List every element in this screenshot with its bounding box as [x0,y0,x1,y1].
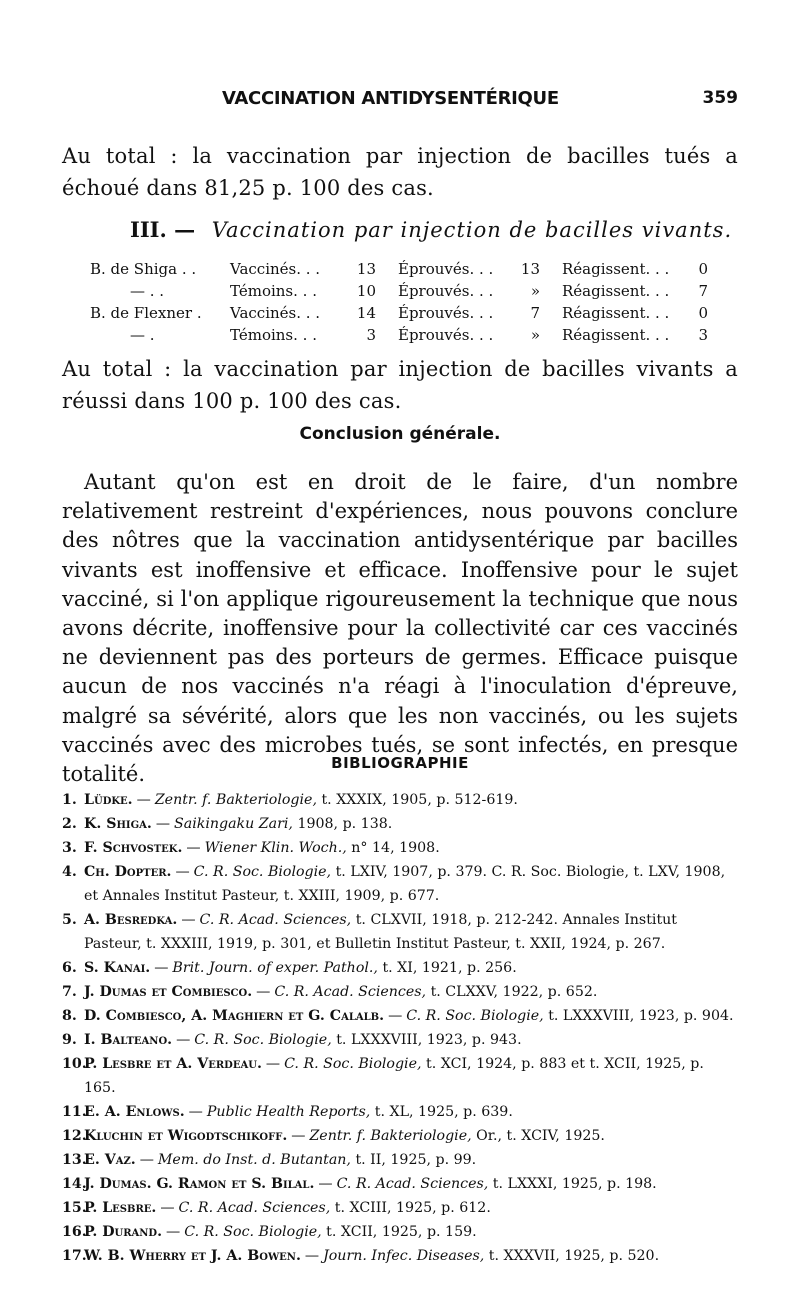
tested-cell: Éprouvés. . . [398,282,494,300]
reference-number: 7. [62,984,77,1000]
reference-number: 5. [62,912,77,928]
reference-details: t. XI, 1921, p. 256. [382,960,517,976]
results-row [90,324,730,346]
reference-author: A. Besredka. [84,912,178,928]
section-number: III. — [130,217,196,242]
reference-details: t. LXIV, 1907, p. 379. C. R. Soc. Biologie, t. LXV, 1908, et Annales Institut Pasteur, t. XXIII, 1909, p. 677. [84,864,726,904]
reference-source: Zentr. f. Bakteriologie, [154,792,317,808]
reference-source: C. R. Soc. Biologie, [406,1008,544,1024]
reference-number: 13. [62,1152,87,1168]
tested-cell: Éprouvés. . . [398,326,494,344]
reference-details: t. XXXVII, 1925, p. 520. [488,1248,660,1264]
reference-source: Zentr. f. Bakteriologie, [309,1128,472,1144]
reference-number: 12. [62,1128,87,1144]
count-cell: » [530,282,540,300]
group-cell: Vaccinés. . . [230,304,321,322]
count-cell: 3 [366,326,376,344]
reference-details: t. II, 1925, p. 99. [355,1152,477,1168]
reference-item: 16.P. Durand. — C. R. Soc. Biologie, t. XCII, 1925, p. 159. [62,1220,738,1244]
reference-details: t. LXXXVIII, 1923, p. 904. [548,1008,734,1024]
results-row [90,280,730,302]
reference-details: n° 14, 1908. [351,840,440,856]
reference-number: 3. [62,840,77,856]
reference-author: P. Lesbre et A. Verdeau. [84,1056,262,1072]
conclusion-paragraph: Autant qu'on est en droit de le faire, d'un nombre relativement restreint d'expériences, nous pouvons conclure des nôtres que la vaccination antidysentérique par bacilles vivants est inoffensive et efficace. Inoffensive pour le sujet vacciné, si l'on applique rigoureusement la technique que nous avons décrite, inoffensive pour la collectivité car ces vaccinés ne deviennent pas des porteurs de germes. Efficace puisque aucun de nos vaccinés n'a réagi à l'inoculation d'épreuve, malgré sa sévérité, alors que les non vaccinés, ou les sujets vaccinés avec des microbes tués, se sont infectés, en presque totalité. [62,470,738,787]
reference-author: P. Lesbre. [84,1200,157,1216]
reference-item: 15.P. Lesbre. — C. R. Acad. Sciences, t. XCIII, 1925, p. 612. [62,1196,738,1220]
reference-details: t. CLXVII, 1918, p. 212-242. Annales Institut Pasteur, t. XXXIII, 1919, p. 301, et Bulletin Institut Pasteur, t. XXII, 1924, p. 267. [84,912,677,952]
count-cell: 13 [520,260,540,278]
reference-author: D. Combiesco, A. Maghiern et G. Calalb. [84,1008,385,1024]
reference-author: J. Dumas et Combiesco. [84,984,253,1000]
conclusion-heading: Conclusion générale. [299,424,501,444]
reacted-cell: Réagissent. . . [562,260,670,278]
count-cell: 13 [356,260,376,278]
section-title: Vaccination par injection de bacilles vivants. [211,218,733,242]
reference-source: C. R. Acad. Sciences, [199,912,352,928]
results-row [90,258,730,280]
count-cell: 3 [698,326,708,344]
reference-item: 8. D. Combiesco, A. Maghiern et G. Calalb. — C. R. Soc. Biologie, t. LXXXVIII, 1923, p. 904. [62,1004,738,1028]
reference-number: 8. [62,1008,77,1024]
bibliography-list [62,788,738,1268]
total-killed-paragraph: Au total : la vaccination par injection de bacilles tués a échoué dans 81,25 p. 100 des cas. [62,144,738,200]
results-row [90,302,730,324]
strain-cell: — . . [130,282,165,300]
count-cell: » [530,326,540,344]
reference-number: 11. [62,1104,87,1120]
reference-number: 2. [62,816,77,832]
reference-item: 6. S. Kanai. — Brit. Journ. of exper. Pathol., t. XI, 1921, p. 256. [62,956,738,980]
page-header [0,88,800,118]
reference-author: W. B. Wherry et J. A. Bowen. [84,1248,301,1264]
reference-source: C. R. Acad. Sciences, [274,984,427,1000]
total-live-paragraph: Au total : la vaccination par injection de bacilles vivants a réussi dans 100 p. 100 des cas. [62,357,738,413]
count-cell: 7 [530,304,540,322]
reference-source: Journ. Infec. Diseases, [323,1248,485,1264]
reference-item: 14.J. Dumas. G. Ramon et S. Bilal. — C. R. Acad. Sciences, t. LXXXI, 1925, p. 198. [62,1172,738,1196]
reference-item: 11.E. A. Enlows. — Public Health Reports, t. XL, 1925, p. 639. [62,1100,738,1124]
reference-details: t. XCII, 1925, p. 159. [326,1224,477,1240]
count-cell: 7 [698,282,708,300]
reference-details: t. CLXXV, 1922, p. 652. [430,984,598,1000]
strain-cell: B. de Flexner . [90,304,202,322]
reference-number: 15. [62,1200,87,1216]
reference-details: t. XL, 1925, p. 639. [374,1104,513,1120]
reference-details: t. XXXIX, 1905, p. 512-619. [321,792,518,808]
reference-item: 12.Kluchin et Wigodtschikoff. — Zentr. f. Bakteriologie, Or., t. XCIV, 1925. [62,1124,738,1148]
reference-item: 5. A. Besredka. — C. R. Acad. Sciences, t. CLXVII, 1918, p. 212-242. Annales Institut Pasteur, t. XXXIII, 1919, p. 301, et Bulletin Institut Pasteur, t. XXII, 1924, p. 267. [62,908,738,956]
reference-author: E. Vaz. [84,1152,136,1168]
reference-source: Mem. do Inst. d. Butantan, [157,1152,351,1168]
reference-author: Ch. Dopter. [84,864,172,880]
reference-item: 9. I. Balteano. — C. R. Soc. Biologie, t. LXXXVIII, 1923, p. 943. [62,1028,738,1052]
reference-item: 10.P. Lesbre et A. Verdeau. — C. R. Soc. Biologie, t. XCI, 1924, p. 883 et t. XCII, 1925, p. 165. [62,1052,738,1100]
tested-cell: Éprouvés. . . [398,260,494,278]
reference-details: t. XCIII, 1925, p. 612. [334,1200,491,1216]
reference-author: S. Kanai. [84,960,151,976]
reference-number: 14. [62,1176,87,1192]
reference-details: t. LXXXI, 1925, p. 198. [492,1176,657,1192]
running-title: VACCINATION ANTIDYSENTÉRIQUE [222,88,559,109]
reference-source: C. R. Acad. Sciences, [336,1176,489,1192]
tested-cell: Éprouvés. . . [398,304,494,322]
count-cell: 0 [698,260,708,278]
reference-source: Wiener Klin. Woch., [204,840,347,856]
group-cell: Vaccinés. . . [230,260,321,278]
strain-cell: — . [130,326,155,344]
reacted-cell: Réagissent. . . [562,282,670,300]
group-cell: Témoins. . . [230,326,317,344]
reference-author: E. A. Enlows. [84,1104,185,1120]
reference-source: C. R. Soc. Biologie, [193,864,332,880]
page-number: 359 [702,88,738,108]
reference-author: F. Schvostek. [84,840,183,856]
reference-number: 9. [62,1032,77,1048]
reference-item: 13.E. Vaz. — Mem. do Inst. d. Butantan, t. II, 1925, p. 99. [62,1148,738,1172]
group-cell: Témoins. . . [230,282,317,300]
reference-item: 2. K. Shiga. — Saikingaku Zari, 1908, p. 138. [62,812,738,836]
reference-details: Or., t. XCIV, 1925. [476,1128,605,1144]
reference-details: t. LXXXVIII, 1923, p. 943. [336,1032,522,1048]
reacted-cell: Réagissent. . . [562,304,670,322]
reference-item: 3. F. Schvostek. — Wiener Klin. Woch., n° 14, 1908. [62,836,738,860]
reference-item: 1. Lüdke. — Zentr. f. Bakteriologie, t. XXXIX, 1905, p. 512-619. [62,788,738,812]
reference-author: J. Dumas. G. Ramon et S. Bilal. [84,1176,315,1192]
count-cell: 0 [698,304,708,322]
reference-author: I. Balteano. [84,1032,173,1048]
reference-author: P. Durand. [84,1224,163,1240]
reference-number: 16. [62,1224,87,1240]
reference-source: Public Health Reports, [206,1104,371,1120]
reference-source: C. R. Soc. Biologie, [194,1032,332,1048]
reference-item: 17.W. B. Wherry et J. A. Bowen. — Journ. Infec. Diseases, t. XXXVII, 1925, p. 520. [62,1244,738,1268]
reference-source: C. R. Acad. Sciences, [178,1200,331,1216]
reference-item: 4. Ch. Dopter. — C. R. Soc. Biologie, t. LXIV, 1907, p. 379. C. R. Soc. Biologie, t. LXV, 1908, et Annales Institut Pasteur, t. XXIII, 1909, p. 677. [62,860,738,908]
reference-number: 17. [62,1248,87,1264]
reference-details: 1908, p. 138. [297,816,393,832]
reference-author: Lüdke. [84,792,133,808]
reference-author: K. Shiga. [84,816,152,832]
reacted-cell: Réagissent. . . [562,326,670,344]
reference-source: C. R. Soc. Biologie, [184,1224,322,1240]
reference-number: 10. [62,1056,87,1072]
reference-number: 4. [62,864,77,880]
reference-source: C. R. Soc. Biologie, [284,1056,422,1072]
reference-number: 1. [62,792,77,808]
reference-number: 6. [62,960,77,976]
reference-author: Kluchin et Wigodtschikoff. [84,1128,288,1144]
reference-item: 7. J. Dumas et Combiesco. — C. R. Acad. Sciences, t. CLXXV, 1922, p. 652. [62,980,738,1004]
reference-source: Saikingaku Zari, [174,816,293,832]
bibliography-heading: BIBLIOGRAPHIE [331,754,469,772]
reference-details: t. XCI, 1924, p. 883 et t. XCII, 1925, p. 165. [84,1056,704,1096]
results-table [90,258,730,346]
section-heading [130,217,732,242]
reference-source: Brit. Journ. of exper. Pathol., [172,960,378,976]
count-cell: 14 [356,304,376,322]
count-cell: 10 [356,282,376,300]
strain-cell: B. de Shiga . . [90,260,197,278]
